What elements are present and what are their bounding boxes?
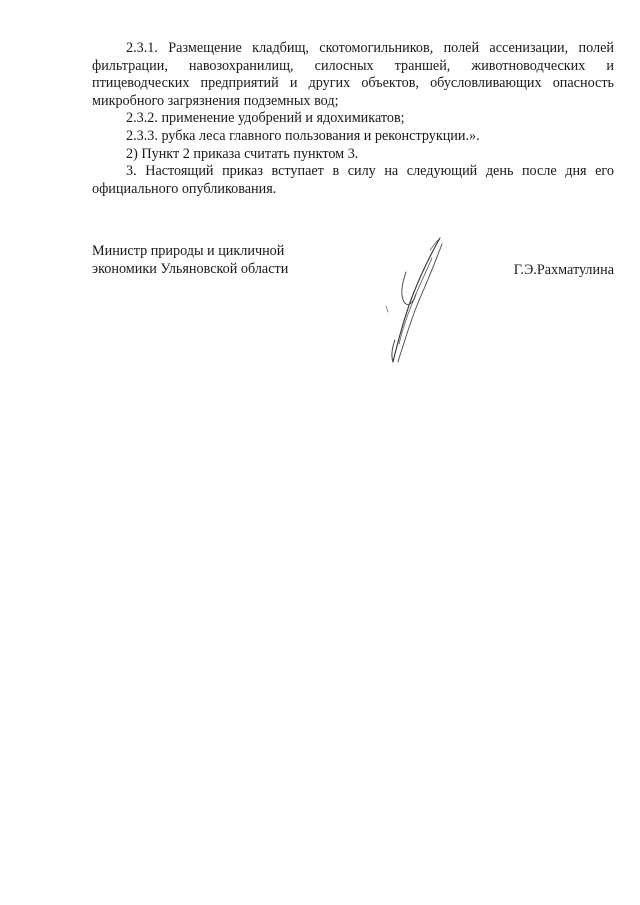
paragraph-2-3-1: 2.3.1. Размещение кладбищ, скотомогильников, полей ассенизации, полей фильтрации, навозохранилищ, силосных траншей, животноводческих и птицеводческих предприятий и других объектов, обусловливающих опасность микробного загрязнения подземных вод;	[92, 40, 614, 109]
paragraph-item-2: 2) Пункт 2 приказа считать пунктом 3.	[126, 145, 359, 162]
document-body	[92, 40, 614, 198]
paragraph-2-3-3: 2.3.3. рубка леса главного пользования и реконструкции.».	[126, 127, 480, 144]
paragraph-2-3-2: 2.3.2. применение удобрений и ядохимикатов;	[126, 110, 405, 127]
signer-position	[92, 242, 288, 278]
paragraph-item-3: 3. Настоящий приказ вступает в силу на следующий день после дня его официального опубликования.	[92, 163, 614, 197]
handwritten-signature	[372, 232, 452, 367]
signer-position-line1: Министр природы и цикличной	[92, 243, 285, 259]
signer-position-line2: экономики Ульяновской области	[92, 261, 289, 277]
signer-name: Г.Э.Рахматулина	[513, 262, 614, 278]
